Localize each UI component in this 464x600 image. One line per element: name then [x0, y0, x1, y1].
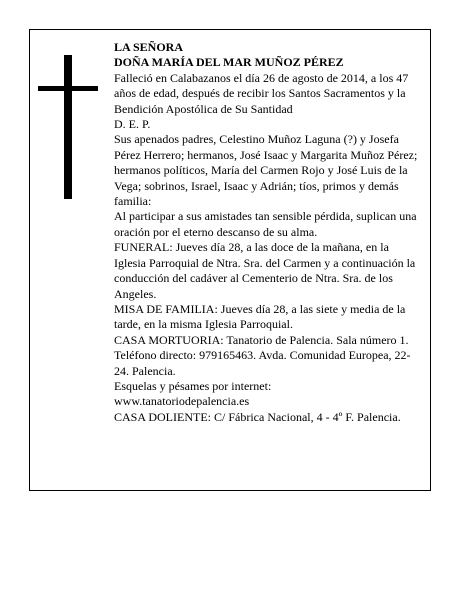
cross-icon [38, 55, 98, 199]
prayer-request: Al participar a sus amistades tan sensible pérdida, suplican una oración por el eterno descanso de su alma. [114, 209, 417, 239]
online-condolences-url: www.tanatoriodepalencia.es [114, 394, 250, 409]
family-list: Sus apenados padres, Celestino Muñoz Laguna (?) y Josefa Pérez Herrero; hermanos, José Isaac y Margarita Muñoz Pérez; hermanos políticos, María del Carmen Rojo y José Luis de la Vega; sobrinos, Israel, Isaac y Adrián; tíos, primos y demás familia: [114, 132, 418, 209]
title-line-1: LA SEÑORA [114, 40, 184, 54]
death-info: Falleció en Calabazanos el día 26 de agosto de 2014, a los 47 años de edad, después de recibir los Santos Sacramentos y la Bendición Apostólica de Su Santidad [114, 70, 409, 116]
obituary-text [114, 40, 420, 425]
funeral-info: FUNERAL: Jueves día 28, a las doce de la mañana, en la Iglesia Parroquial de Ntra. Sra. del Carmen y a continuación la conducción del cadáver al Cementerio de Ntra. Sra. de los Angeles. [114, 240, 416, 301]
online-condolences-label: Esquelas y pésames por internet: [114, 378, 272, 393]
family-mass-info: MISA DE FAMILIA: Jueves día 28, a las siete y media de la tarde, en la misma Iglesia Parroquial. [114, 301, 406, 332]
rip-text: D. E. P. [114, 117, 151, 132]
mortuary-info: CASA MORTUORIA: Tanatorio de Palencia. Sala número 1. Teléfono directo: 979165463. Avda. Comunidad Europea, 22-24. Palencia. [114, 332, 411, 378]
cross-vertical-bar [64, 55, 72, 199]
deceased-name: DOÑA MARÍA DEL MAR MUÑOZ PÉREZ [114, 55, 344, 70]
home-address: CASA DOLIENTE: C/ Fábrica Nacional, 4 - 4º F. Palencia. [114, 409, 401, 424]
cross-horizontal-bar [38, 86, 98, 91]
